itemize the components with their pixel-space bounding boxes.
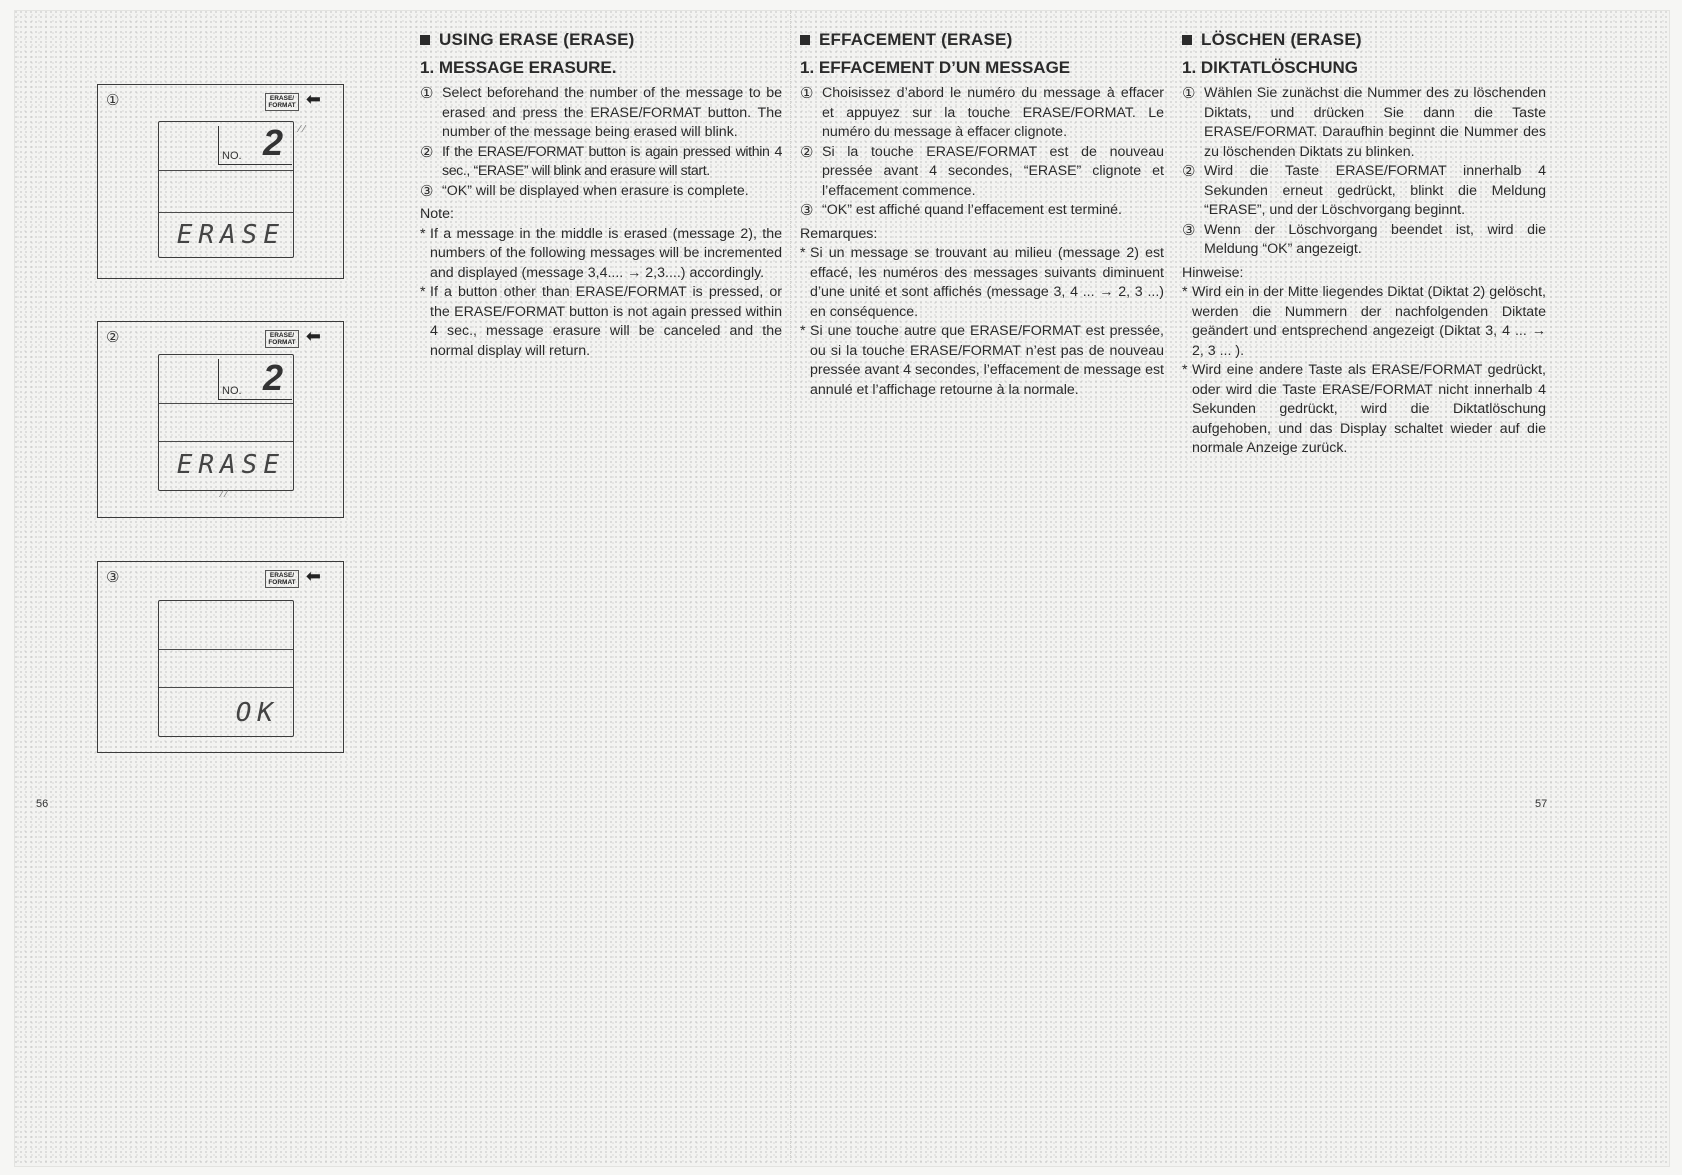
- french-step-3: [800, 201, 1164, 221]
- german-heading: [1182, 30, 1546, 50]
- lcd-display: [158, 354, 294, 500]
- step-number: ③: [420, 182, 434, 200]
- english-note-1: [420, 225, 782, 284]
- german-heading-text: LÖSCHEN (ERASE): [1201, 30, 1362, 49]
- french-step-2: [800, 143, 1164, 202]
- figure-1: [97, 84, 344, 279]
- french-note-1: [800, 244, 1164, 322]
- lcd-divider: [159, 212, 293, 213]
- lcd-divider: [159, 441, 293, 442]
- figure-2-number: ②: [106, 329, 120, 346]
- german-note-label: Hinweise:: [1182, 264, 1244, 281]
- blink-marks-icon: ⁄ ⁄: [298, 124, 305, 135]
- lcd-divider: [159, 649, 293, 650]
- english-column: [420, 30, 782, 361]
- english-note-2: [420, 283, 782, 361]
- step-number: ②: [1182, 163, 1196, 180]
- erase-format-key-label: ERASE/ FORMAT: [265, 93, 299, 111]
- asterisk: *: [800, 323, 806, 339]
- figure-2: [97, 321, 344, 518]
- erase-format-key-label: ERASE/ FORMAT: [265, 570, 299, 588]
- blink-marks-icon: ⁄ ⁄: [221, 489, 228, 500]
- figure-3: [97, 561, 344, 753]
- message-number: 2: [262, 357, 283, 398]
- lcd-divider: [159, 687, 293, 688]
- english-heading-text: USING ERASE (ERASE): [439, 30, 635, 49]
- number-label: NO.: [222, 150, 242, 162]
- step-text: Select beforehand the number of the message to be erased and press the ERASE/FORMAT button. The number of the message being erased will blink.: [442, 85, 782, 140]
- square-bullet-icon: [800, 35, 810, 45]
- arrow-left-icon: ⬅: [305, 89, 321, 109]
- english-step-1: [420, 84, 782, 143]
- lcd-display: [158, 600, 294, 737]
- number-label: NO.: [222, 385, 242, 397]
- asterisk: *: [420, 284, 426, 300]
- lcd-divider: [159, 170, 293, 171]
- asterisk: *: [800, 245, 806, 261]
- step-number: ②: [420, 143, 434, 161]
- step-text: Wählen Sie zunächst die Nummer des zu löschenden Diktats, und drücken Sie dann die Taste ERASE/FORMAT. Daraufhin beginnt die Nummer des zu löschenden Diktats zu blinken.: [1204, 85, 1546, 160]
- german-step-2: [1182, 162, 1546, 221]
- step-number: ①: [800, 85, 814, 102]
- step-text: If the ERASE/FORMAT button is again pressed within 4 sec., “ERASE” will blink and erasure will start.: [442, 143, 782, 179]
- page-number-left: 56: [36, 798, 49, 810]
- english-heading: [420, 30, 782, 50]
- french-subheading: 1. EFFACEMENT D’UN MESSAGE: [800, 58, 1071, 77]
- english-step-3: [420, 182, 782, 202]
- note-text: Wird eine andere Taste als ERASE/FORMAT gedrückt, oder wird die Taste ERASE/FORMAT nicht innerhalb 4 Sekunden gedrückt, wird die Diktatlöschung aufgehoben, und das Display schaltet wieder auf die normale Anzeige zurück.: [1192, 362, 1546, 456]
- german-note-1: [1182, 283, 1546, 361]
- lcd-ok-text: OK: [235, 698, 279, 728]
- step-text: Choisissez d’abord le numéro du message à effacer et appuyez sur la touche ERASE/FORMAT. Le numéro du message à effacer clignote.: [822, 85, 1164, 140]
- step-text: Wenn der Löschvorgang beendet ist, wird die Meldung “OK” angezeigt.: [1204, 221, 1546, 257]
- arrow-left-icon: ⬅: [305, 566, 321, 586]
- step-text: “OK” est affiché quand l’effacement est terminé.: [822, 202, 1122, 218]
- lcd-erase-text: ERASE: [176, 220, 285, 250]
- page-fold: [790, 10, 791, 1160]
- message-number: 2: [262, 122, 283, 163]
- german-step-1: [1182, 84, 1546, 162]
- erase-format-key-label: ERASE/ FORMAT: [265, 330, 299, 348]
- step-text: “OK” will be displayed when erasure is complete.: [442, 182, 749, 199]
- step-number: ②: [800, 143, 814, 161]
- step-number: ①: [1182, 85, 1196, 102]
- note-text: If a message in the middle is erased (message 2), the numbers of the following messages will be incremented and displayed (message 3,4.... → 2,3....) accordingly.: [430, 225, 782, 281]
- german-note-2: [1182, 361, 1546, 459]
- french-note-2: [800, 322, 1164, 400]
- square-bullet-icon: [420, 35, 430, 45]
- step-number: ③: [1182, 221, 1196, 239]
- figure-1-number: ①: [106, 92, 120, 109]
- lcd-erase-text: ERASE: [176, 450, 285, 480]
- french-step-1: [800, 84, 1164, 143]
- step-number: ①: [420, 85, 434, 102]
- english-step-2: [420, 143, 782, 182]
- asterisk: *: [420, 225, 426, 242]
- german-subheading: 1. DIKTATLÖSCHUNG: [1182, 58, 1358, 77]
- step-text: Wird die Taste ERASE/FORMAT innerhalb 4 Sekunden erneut gedrückt, blinkt die Meldung “ERASE”, und der Löschvorgang beginnt.: [1204, 163, 1546, 218]
- note-text: Si une touche autre que ERASE/FORMAT est pressée, ou si la touche ERASE/FORMAT n’est pas de nouveau pressée avant 4 secondes, l’effacement de message est annulé et l’affichage retourne à la normale.: [810, 323, 1164, 398]
- german-step-3: [1182, 221, 1546, 260]
- figure-3-number: ③: [106, 569, 120, 586]
- lcd-divider: [159, 403, 293, 404]
- page-number-right: 57: [1535, 798, 1548, 810]
- step-number: ③: [800, 202, 814, 219]
- note-text: Wird ein in der Mitte liegendes Diktat (Diktat 2) gelöscht, werden die Nummern der nachfolgenden Diktate geändert und entsprechend angezeigt (Diktat 3, 4 ... → 2, 3 ... ).: [1192, 284, 1546, 359]
- asterisk: *: [1182, 284, 1188, 300]
- arrow-left-icon: ⬅: [305, 326, 321, 346]
- square-bullet-icon: [1182, 35, 1192, 45]
- english-subheading: 1. MESSAGE ERASURE.: [420, 58, 617, 77]
- french-note-label: Remarques:: [800, 225, 878, 242]
- english-note-label: Note:: [420, 206, 454, 222]
- french-heading: [800, 30, 1164, 50]
- note-text: Si un message se trouvant au milieu (message 2) est effacé, les numéros des messages suivants diminuent d’une unité et sont affichés (message 3, 4 ... → 2, 3 ...) en conséquence.: [810, 245, 1164, 320]
- german-column: [1182, 30, 1546, 459]
- step-text: Si la touche ERASE/FORMAT est de nouveau pressée avant 4 secondes, “ERASE” clignote et l’effacement commence.: [822, 143, 1164, 199]
- french-column: [800, 30, 1164, 400]
- lcd-display: [158, 121, 305, 258]
- asterisk: *: [1182, 362, 1188, 378]
- note-text: If a button other than ERASE/FORMAT is pressed, or the ERASE/FORMAT button is not again pressed within 4 sec., message erasure will be canceled and the normal display will return.: [430, 284, 782, 359]
- french-heading-text: EFFACEMENT (ERASE): [819, 30, 1013, 49]
